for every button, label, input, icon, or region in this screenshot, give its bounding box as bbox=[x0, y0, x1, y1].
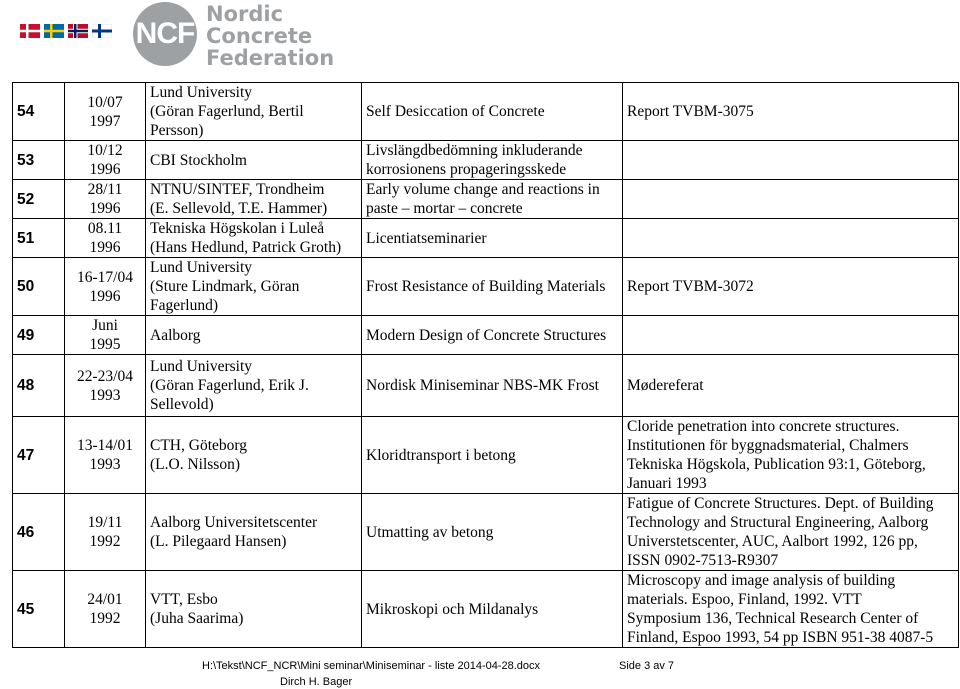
seminar-table bbox=[12, 82, 959, 648]
seminar-topic bbox=[362, 141, 623, 180]
seminar-reference-line: Januari 1993 bbox=[627, 475, 707, 492]
seminar-number: 49 bbox=[13, 316, 65, 355]
seminar-organizer bbox=[146, 571, 362, 648]
seminar-organizer-line: (Juha Saarima) bbox=[150, 610, 244, 627]
seminar-date-line: 13-14/01 bbox=[77, 437, 133, 454]
seminar-reference-line: Tekniska Högskola, Publication 93:1, Göteborg, bbox=[627, 456, 926, 473]
seminar-topic bbox=[362, 219, 623, 258]
seminar-reference bbox=[623, 141, 959, 180]
seminar-date-line: 1992 bbox=[89, 533, 121, 550]
seminar-reference-line: Institutionen för byggnadsmaterial, Chalmers bbox=[627, 437, 909, 454]
finland-flag-icon bbox=[92, 24, 112, 38]
logo-line: Federation bbox=[206, 46, 335, 70]
seminar-topic-line: Kloridtransport i betong bbox=[366, 446, 516, 464]
seminar-organizer-line: Lund University bbox=[150, 358, 253, 375]
seminar-organizer bbox=[146, 494, 362, 571]
seminar-topic-line: Mikroskopi och Mildanalys bbox=[366, 600, 539, 618]
logo-line: Nordic bbox=[206, 2, 284, 26]
seminar-topic bbox=[362, 180, 623, 219]
seminar-topic-line: Frost Resistance of Building Materials bbox=[366, 278, 606, 295]
seminar-number: 46 bbox=[13, 494, 65, 571]
table-row bbox=[13, 83, 959, 141]
seminar-organizer bbox=[146, 180, 362, 219]
seminar-organizer-line: (L. Pilegaard Hansen) bbox=[150, 533, 287, 550]
seminar-organizer bbox=[146, 219, 362, 258]
seminar-number: 53 bbox=[13, 141, 65, 180]
seminar-date-line: 1997 bbox=[89, 112, 121, 130]
seminar-number: 47 bbox=[13, 417, 65, 494]
table-row bbox=[13, 141, 959, 180]
seminar-topic bbox=[362, 258, 623, 316]
seminar-topic-line: korrosionens propageringsskede bbox=[366, 161, 567, 178]
seminar-topic bbox=[362, 494, 623, 571]
seminar-date bbox=[65, 180, 146, 219]
seminar-topic-line: Early volume change and reactions in bbox=[366, 181, 600, 198]
seminar-topic-line: paste – mortar – concrete bbox=[366, 200, 523, 217]
seminar-topic-line: Self Desiccation of Concrete bbox=[366, 103, 545, 120]
seminar-organizer-line: (E. Sellevold, T.E. Hammer) bbox=[150, 200, 328, 217]
seminar-date-line: 1993 bbox=[89, 456, 121, 473]
seminar-reference-line: materials. Espoo, Finland, 1992. VTT bbox=[627, 591, 862, 608]
table-row bbox=[13, 571, 959, 648]
seminar-organizer-line: (Göran Fagerlund, Bertil bbox=[150, 103, 304, 120]
seminar-date-line: 28/11 bbox=[87, 181, 123, 198]
seminar-organizer-line: (Hans Hedlund, Patrick Groth) bbox=[150, 239, 342, 256]
table-row bbox=[13, 258, 959, 316]
seminar-topic-line: Utmatting av betong bbox=[366, 523, 494, 541]
table-row bbox=[13, 219, 959, 258]
norway-flag-icon bbox=[68, 24, 88, 38]
seminar-topic bbox=[362, 417, 623, 494]
seminar-organizer-line: (Göran Fagerlund, Erik J. bbox=[150, 377, 309, 394]
seminar-organizer-line: Aalborg Universitetscenter bbox=[150, 514, 318, 531]
seminar-date-line: 08.11 bbox=[87, 220, 123, 237]
seminar-date-line: 10/07 bbox=[87, 93, 123, 111]
seminar-reference-line: ISSN 0902-7513-R9307 bbox=[627, 552, 779, 569]
seminar-date-line: 10/12 bbox=[87, 142, 123, 159]
seminar-organizer-line: Aalborg bbox=[150, 326, 201, 344]
seminar-reference-line: Mødereferat bbox=[627, 377, 704, 394]
denmark-flag-icon bbox=[20, 24, 40, 38]
seminar-date-line: 16-17/04 bbox=[77, 268, 133, 286]
seminar-topic bbox=[362, 571, 623, 648]
seminar-number: 54 bbox=[13, 83, 65, 141]
seminar-organizer bbox=[146, 355, 362, 417]
seminar-organizer-line: (L.O. Nilsson) bbox=[150, 456, 240, 473]
seminar-reference bbox=[623, 219, 959, 258]
seminar-date-line: 19/11 bbox=[87, 514, 123, 531]
seminar-topic bbox=[362, 316, 623, 355]
seminar-reference bbox=[623, 494, 959, 571]
seminar-reference bbox=[623, 83, 959, 141]
seminar-reference bbox=[623, 180, 959, 219]
seminar-date-line: 22-23/04 bbox=[77, 367, 133, 385]
seminar-date-line: 1996 bbox=[89, 200, 121, 217]
ncf-logo bbox=[133, 2, 197, 66]
seminar-organizer bbox=[146, 258, 362, 316]
seminar-organizer bbox=[146, 83, 362, 141]
seminar-date bbox=[65, 141, 146, 180]
seminar-reference bbox=[623, 316, 959, 355]
seminar-date-line: 1993 bbox=[89, 386, 121, 404]
seminar-date bbox=[65, 494, 146, 571]
logo-abbrev: NCF bbox=[135, 17, 195, 50]
seminar-organizer bbox=[146, 141, 362, 180]
footer-author: Dirch H. Bager bbox=[280, 676, 353, 688]
seminar-organizer-line: CTH, Göteborg bbox=[150, 437, 248, 454]
seminar-organizer-line: Sellevold) bbox=[150, 396, 214, 413]
seminar-date bbox=[65, 219, 146, 258]
table-row bbox=[13, 494, 959, 571]
seminar-topic bbox=[362, 355, 623, 417]
seminar-reference bbox=[623, 571, 959, 648]
logo-wordmark bbox=[206, 3, 334, 69]
seminar-number: 48 bbox=[13, 355, 65, 417]
seminar-reference-line: Report TVBM-3072 bbox=[627, 278, 754, 295]
seminar-reference-line: Fatigue of Concrete Structures. Dept. of Building bbox=[627, 495, 934, 512]
seminar-date bbox=[65, 258, 146, 316]
seminar-topic bbox=[362, 83, 623, 141]
seminar-organizer-line: Lund University bbox=[150, 84, 253, 101]
seminar-topic-line: Livslängdbedömning inkluderande bbox=[366, 142, 583, 159]
seminar-number: 51 bbox=[13, 219, 65, 258]
seminar-reference-line: Report TVBM-3075 bbox=[627, 103, 754, 120]
seminar-organizer-line: (Sture Lindmark, Göran bbox=[150, 278, 300, 295]
seminar-reference-line: Technology and Structural Engineering, Aalborg bbox=[627, 514, 929, 531]
seminar-reference bbox=[623, 355, 959, 417]
footer-page: Side 3 av 7 bbox=[619, 660, 675, 672]
seminar-date-line: 24/01 bbox=[87, 591, 123, 608]
seminar-organizer-line: NTNU/SINTEF, Trondheim bbox=[150, 181, 325, 198]
seminar-organizer-line: VTT, Esbo bbox=[150, 591, 218, 608]
seminar-date-line: Juni bbox=[92, 317, 118, 334]
table-row bbox=[13, 180, 959, 219]
seminar-organizer-line: Tekniska Högskolan i Luleå bbox=[150, 220, 325, 237]
seminar-reference-line: Universtetscenter, AUC, Aalbort 1992, 126 pp, bbox=[627, 533, 918, 550]
seminar-organizer-line: Persson) bbox=[150, 122, 204, 139]
seminar-reference-line: Symposium 136, Technical Research Center of bbox=[627, 610, 919, 627]
seminar-topic-line: Nordisk Miniseminar NBS-MK Frost bbox=[366, 377, 599, 394]
seminar-topic-line: Modern Design of Concrete Structures bbox=[366, 326, 607, 344]
footer-path: H:\Tekst\NCF_NCR\Mini seminar\Miniseminar - liste 2014-04-28.docx bbox=[202, 660, 541, 672]
seminar-organizer-line: CBI Stockholm bbox=[150, 151, 247, 169]
seminar-date-line: 1996 bbox=[89, 161, 121, 178]
seminar-date bbox=[65, 355, 146, 417]
seminar-organizer-line: Lund University bbox=[150, 259, 253, 276]
seminar-date-line: 1996 bbox=[89, 239, 121, 256]
table-row bbox=[13, 316, 959, 355]
seminar-reference bbox=[623, 258, 959, 316]
logo-line: Concrete bbox=[206, 24, 313, 48]
seminar-date bbox=[65, 571, 146, 648]
nordic-flags bbox=[20, 24, 112, 38]
seminar-date-line: 1992 bbox=[89, 610, 121, 627]
seminar-reference-line: Cloride penetration into concrete structures. bbox=[627, 418, 900, 435]
seminar-reference-line: Finland, Espoo 1993, 54 pp ISBN 951-38 4087-5 bbox=[627, 629, 934, 646]
seminar-number: 45 bbox=[13, 571, 65, 648]
seminar-date bbox=[65, 316, 146, 355]
seminar-number: 52 bbox=[13, 180, 65, 219]
seminar-organizer-line: Fagerlund) bbox=[150, 297, 219, 314]
seminar-reference bbox=[623, 417, 959, 494]
seminar-organizer bbox=[146, 316, 362, 355]
seminar-date-line: 1996 bbox=[89, 287, 121, 305]
seminar-topic-line: Licentiatseminarier bbox=[366, 229, 487, 247]
sweden-flag-icon bbox=[44, 24, 64, 38]
seminar-number: 50 bbox=[13, 258, 65, 316]
table-row bbox=[13, 355, 959, 417]
seminar-reference-line: Microscopy and image analysis of building bbox=[627, 572, 896, 589]
table-row bbox=[13, 417, 959, 494]
seminar-organizer bbox=[146, 417, 362, 494]
seminar-date-line: 1995 bbox=[89, 336, 121, 353]
seminar-date bbox=[65, 83, 146, 141]
seminar-date bbox=[65, 417, 146, 494]
